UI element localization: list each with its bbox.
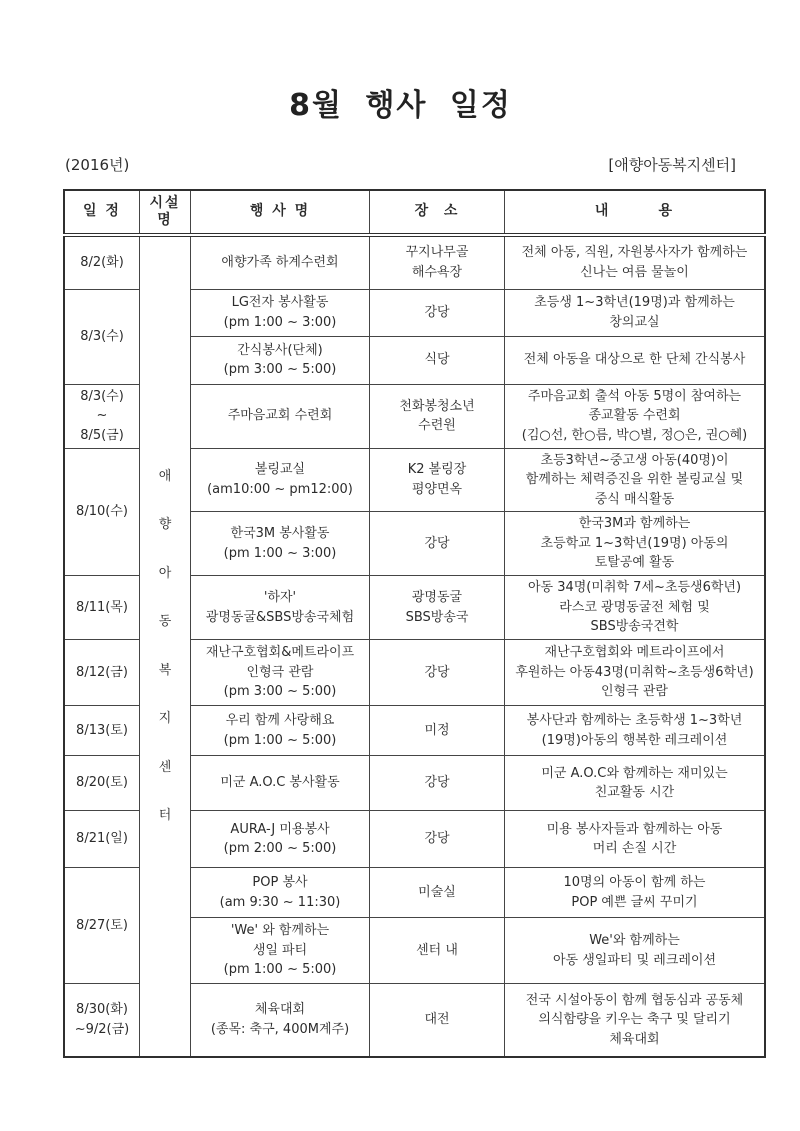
- content-cell: 봉사단과 함께하는 초등학생 1~3학년 (19명)아동의 행복한 레크레이션: [505, 706, 766, 756]
- table-row: [64, 235, 765, 289]
- meta-row: [65, 154, 736, 175]
- event-cell: 체육대회 (종목: 축구, 400M계주): [191, 984, 370, 1057]
- content-cell: 10명의 아동이 함께 하는 POP 예쁜 글씨 꾸미기: [505, 868, 766, 918]
- event-cell: 간식봉사(단체) (pm 3:00 ~ 5:00): [191, 336, 370, 384]
- place-cell: 센터 내: [370, 918, 505, 984]
- place-cell: 강당: [370, 289, 505, 336]
- content-cell: 초등생 1~3학년(19명)과 함께하는 창의교실: [505, 289, 766, 336]
- date-cell: 8/11(목): [64, 576, 140, 640]
- event-cell: POP 봉사 (am 9:30 ~ 11:30): [191, 868, 370, 918]
- content-cell: 초등3학년~중고생 아동(40명)이 함께하는 체력증진을 위한 볼링교실 및 중식 매식활동: [505, 448, 766, 512]
- content-cell: We'와 함께하는 아동 생일파티 및 레크레이션: [505, 918, 766, 984]
- event-cell: 애향가족 하계수련회: [191, 235, 370, 289]
- content-cell: 재난구호협회와 메트라이프에서 후원하는 아동43명(미취학~초등생6학년) 인형극 관람: [505, 640, 766, 706]
- date-cell: 8/12(금): [64, 640, 140, 706]
- event-cell: 미군 A.O.C 봉사활동: [191, 756, 370, 811]
- place-cell: 대전: [370, 984, 505, 1057]
- facility-cell: [140, 235, 191, 1057]
- date-cell: 8/3(수): [64, 289, 140, 384]
- place-cell: 미술실: [370, 868, 505, 918]
- place-cell: 천화봉청소년 수련원: [370, 384, 505, 448]
- place-cell: K2 볼링장 평양면옥: [370, 448, 505, 512]
- place-cell: 강당: [370, 811, 505, 868]
- header-row: [64, 190, 765, 235]
- date-cell: 8/2(화): [64, 235, 140, 289]
- date-cell: 8/20(토): [64, 756, 140, 811]
- content-cell: 한국3M과 함께하는 초등학교 1~3학년(19명) 아동의 토탈공예 활동: [505, 512, 766, 576]
- event-cell: 주마음교회 수련회: [191, 384, 370, 448]
- place-cell: 식당: [370, 336, 505, 384]
- place-cell: 꾸지나무골 해수욕장: [370, 235, 505, 289]
- col-header-facility-line1: 시설: [149, 194, 181, 211]
- page-title: 8월 행사 일정: [289, 88, 512, 123]
- content-cell: 미용 봉사자들과 함께하는 아동 머리 손질 시간: [505, 811, 766, 868]
- content-cell: 전체 아동을 대상으로 한 단체 간식봉사: [505, 336, 766, 384]
- place-cell: 강당: [370, 512, 505, 576]
- year-label: (2016년): [65, 156, 130, 174]
- date-cell: 8/10(수): [64, 448, 140, 576]
- content-cell: 전국 시설아동이 함께 협동심과 공동체 의식함량을 키우는 축구 및 달리기 체육대회: [505, 984, 766, 1057]
- event-cell: 우리 함께 사랑해요 (pm 1:00 ~ 5:00): [191, 706, 370, 756]
- col-header-event: 행 사 명: [191, 190, 370, 235]
- event-cell: AURA-J 미용봉사 (pm 2:00 ~ 5:00): [191, 811, 370, 868]
- content-cell: 미군 A.O.C와 함께하는 재미있는 친교활동 시간: [505, 756, 766, 811]
- col-header-facility: [140, 190, 191, 235]
- col-header-facility-line2: 명: [157, 212, 173, 228]
- table-header: [64, 190, 765, 235]
- col-header-content: 내 용: [505, 190, 766, 235]
- schedule-table: [63, 189, 766, 1058]
- table-body: [64, 235, 765, 1057]
- content-cell: 전체 아동, 직원, 자원봉사자가 함께하는 신나는 여름 물놀이: [505, 235, 766, 289]
- date-cell: 8/21(일): [64, 811, 140, 868]
- place-cell: 광명동굴 SBS방송국: [370, 576, 505, 640]
- col-header-date: 일 정: [64, 190, 140, 235]
- place-cell: 강당: [370, 756, 505, 811]
- col-header-place: 장 소: [370, 190, 505, 235]
- date-cell: 8/13(토): [64, 706, 140, 756]
- place-cell: 미정: [370, 706, 505, 756]
- place-cell: 강당: [370, 640, 505, 706]
- facility-vertical-label: 애 향 아 동 복 지 센 터: [158, 468, 172, 824]
- event-cell: 재난구호협회&메트라이프 인형극 관람 (pm 3:00 ~ 5:00): [191, 640, 370, 706]
- content-cell: 주마음교회 출석 아동 5명이 참여하는 종교활동 수련회 (김○선, 한○름, 박○별, 정○은, 권○혜): [505, 384, 766, 448]
- event-cell: 볼링교실 (am10:00 ~ pm12:00): [191, 448, 370, 512]
- event-cell: 'We' 와 함께하는 생일 파티 (pm 1:00 ~ 5:00): [191, 918, 370, 984]
- org-label: [애향아동복지센터]: [608, 156, 736, 174]
- event-cell: LG전자 봉사활동 (pm 1:00 ~ 3:00): [191, 289, 370, 336]
- date-cell: 8/27(토): [64, 868, 140, 984]
- date-cell: 8/30(화) ~9/2(금): [64, 984, 140, 1057]
- content-cell: 아동 34명(미취학 7세~초등생6학년) 라스코 광명동굴전 체험 및 SBS방송국견학: [505, 576, 766, 640]
- event-cell: 한국3M 봉사활동 (pm 1:00 ~ 3:00): [191, 512, 370, 576]
- date-cell: 8/3(수) ~ 8/5(금): [64, 384, 140, 448]
- event-cell: '하자' 광명동굴&SBS방송국체험: [191, 576, 370, 640]
